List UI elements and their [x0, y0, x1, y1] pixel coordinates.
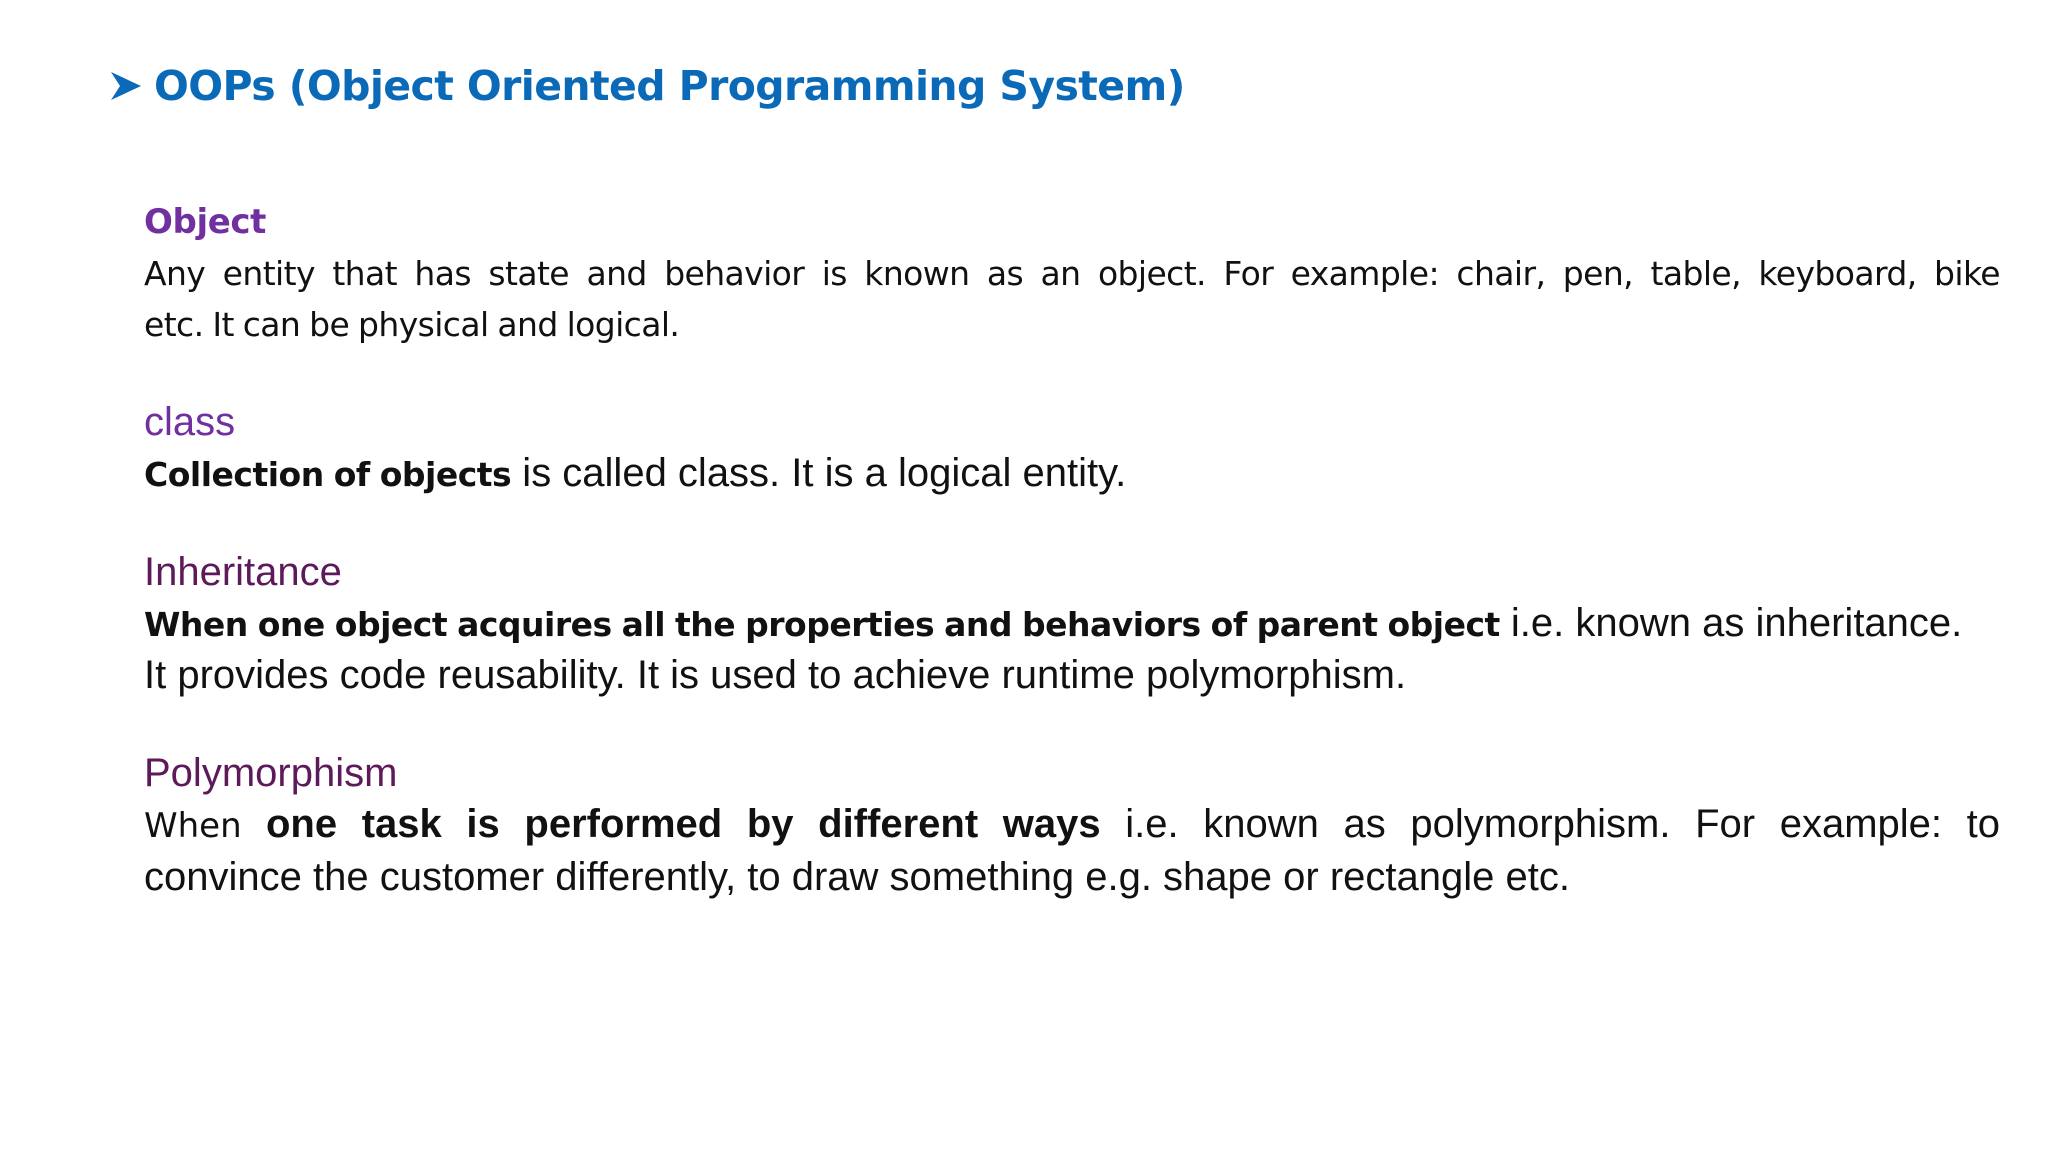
- section-class: [144, 396, 2000, 500]
- inheritance-definition-line-2: It provides code reusability. It is used to achieve runtime polymorphism.: [144, 653, 1407, 697]
- object-definition-line-1: Any entity that has state and behavior is known as an object. For example: chair, pen, table, keyboard, bike: [144, 254, 2000, 293]
- section-object: [144, 196, 2000, 350]
- inheritance-definition-rest: i.e. known as inheritance.: [1499, 601, 1963, 645]
- section-polymorphism: [144, 747, 2000, 903]
- inheritance-definition-line-1: [144, 598, 2000, 650]
- object-definition-line-2: etc. It can be physical and logical.: [144, 305, 680, 344]
- arrow-bullet-icon: [108, 63, 144, 109]
- heading-polymorphism: Polymorphism: [144, 751, 398, 795]
- class-definition-bold: Collection of objects: [144, 455, 512, 494]
- heading-class: class: [144, 400, 236, 444]
- heading-object: Object: [144, 202, 266, 242]
- polymorphism-definition-rest: i.e. known as polymorphism. For example: to: [1100, 802, 2000, 846]
- polymorphism-definition-bold: one task is performed by different ways: [265, 802, 1101, 846]
- class-definition-rest: is called class. It is a logical entity.: [511, 451, 1127, 495]
- polymorphism-lead: When: [144, 806, 266, 846]
- polymorphism-definition-line-1: [144, 799, 2000, 852]
- slide-title-row: [108, 62, 1185, 110]
- inheritance-definition-bold: When one object acquires all the properties and behaviors of parent object: [144, 605, 1500, 644]
- section-inheritance: [144, 546, 2000, 701]
- slide-content: [144, 196, 2000, 903]
- class-definition: [144, 448, 2000, 500]
- slide-title: OOPs (Object Oriented Programming System): [154, 62, 1185, 110]
- heading-inheritance: Inheritance: [144, 550, 342, 594]
- polymorphism-definition-line-2: convince the customer differently, to draw something e.g. shape or rectangle etc.: [144, 855, 1570, 899]
